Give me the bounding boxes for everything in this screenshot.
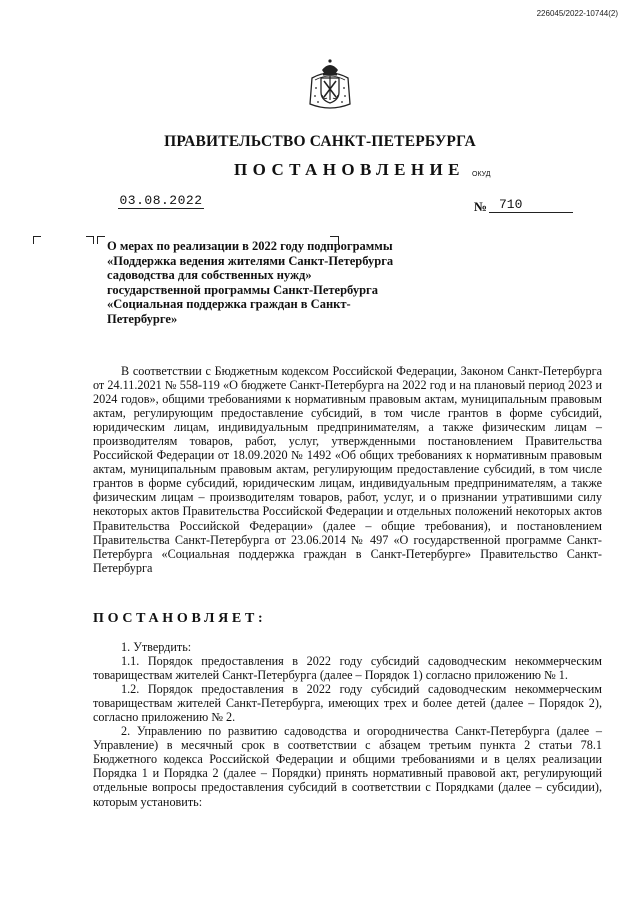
corner-bracket-left-outer xyxy=(33,236,41,244)
okud-label: ОКУД xyxy=(472,171,491,178)
item-2: 2. Управлению по развитию садоводства и огородничества Санкт-Петербурга (далее – Управление) в месячный срок в соответствии с абзацем третьим пункта 2 статьи 78.1 Бюджетного кодекса Российской Федерации и общими требованиями и в целях реализации Порядка 1 и Порядка 2 (далее – Порядки) принять нормативный правовой акт, регулирующий отдельные вопросы предоставления субсидий в соответствии с Порядками (далее – субсидии), которым установить: xyxy=(93,724,602,809)
document-number-field: 710 xyxy=(489,198,573,213)
number-sign: № xyxy=(474,199,488,214)
decree-subject: О мерах по реализации в 2022 году подпрограммы «Поддержка ведения жителями Санкт-Петербурга садоводства для собственных нужд» государственной программы Санкт-Петербурга «Социальная поддержка граждан в Санкт-Петербурге» xyxy=(107,239,394,326)
item-1: 1. Утвердить: xyxy=(121,640,192,654)
resolves-heading: ПОСТАНОВЛЯЕТ: xyxy=(93,611,267,626)
resolution-items xyxy=(93,640,602,809)
document-type-title: ПОСТАНОВЛЕНИЕ xyxy=(234,160,465,179)
item-1-1: 1.1. Порядок предоставления в 2022 году субсидий садоводческим некоммерческим товариществам жителей Санкт-Петербурга (далее – Порядок 1) согласно приложению № 1. xyxy=(93,654,602,683)
preamble-text: В соответствии с Бюджетным кодексом Российской Федерации, Законом Санкт-Петербурга от 24.11.2021 № 558-119 «О бюджете Санкт-Петербурга на 2022 год и на плановый период 2023 и 2024 годов», общими требованиями к нормативным правовым актам, муниципальным правовым актам, регулирующим предоставление субсидий, в том числе грантов в форме субсидий, юридическим лицам, индивидуальным предпринимателям, а также физическим лицам – производителям товаров, работ, услуг, утвержденными постановлением Правительства Российской Федерации от 18.09.2020 № 1492 «Об общих требованиях к нормативным правовым актам, муниципальным правовым актам, регулирующим предоставление субсидий, в том числе грантов в форме субсидий, юридическим лицам, индивидуальным предпринимателям, а также физическим лицам – производителям товаров, работ, услуг, и о признании утратившими силу некоторых актов Правительства Российской Федерации и отдельных положений некоторых актов Правительства Российской Федерации» (далее – общие требования), и постановлением Правительства Санкт-Петербурга от 23.06.2014 № 497 «О государственной программе Санкт-Петербурга «Социальная поддержка граждан в Санкт-Петербурге» Правительство Санкт-Петербурга xyxy=(93,364,602,575)
preamble-block xyxy=(93,364,602,575)
item-1-2: 1.2. Порядок предоставления в 2022 году субсидий садоводческим некоммерческим товариществам жителей Санкт-Петербурга, имеющих трех и более детей (далее – Порядок 2), согласно приложению № 2. xyxy=(93,682,602,725)
document-date: 03.08.2022 xyxy=(119,193,203,208)
document-number: 226045/2022-10744(2) xyxy=(536,9,618,18)
coat-of-arms-emblem xyxy=(306,58,354,114)
corner-bracket-left-close xyxy=(86,236,94,244)
government-title: ПРАВИТЕЛЬСТВО САНКТ-ПЕТЕРБУРГА xyxy=(164,133,476,150)
corner-bracket-left-inner xyxy=(97,236,105,244)
